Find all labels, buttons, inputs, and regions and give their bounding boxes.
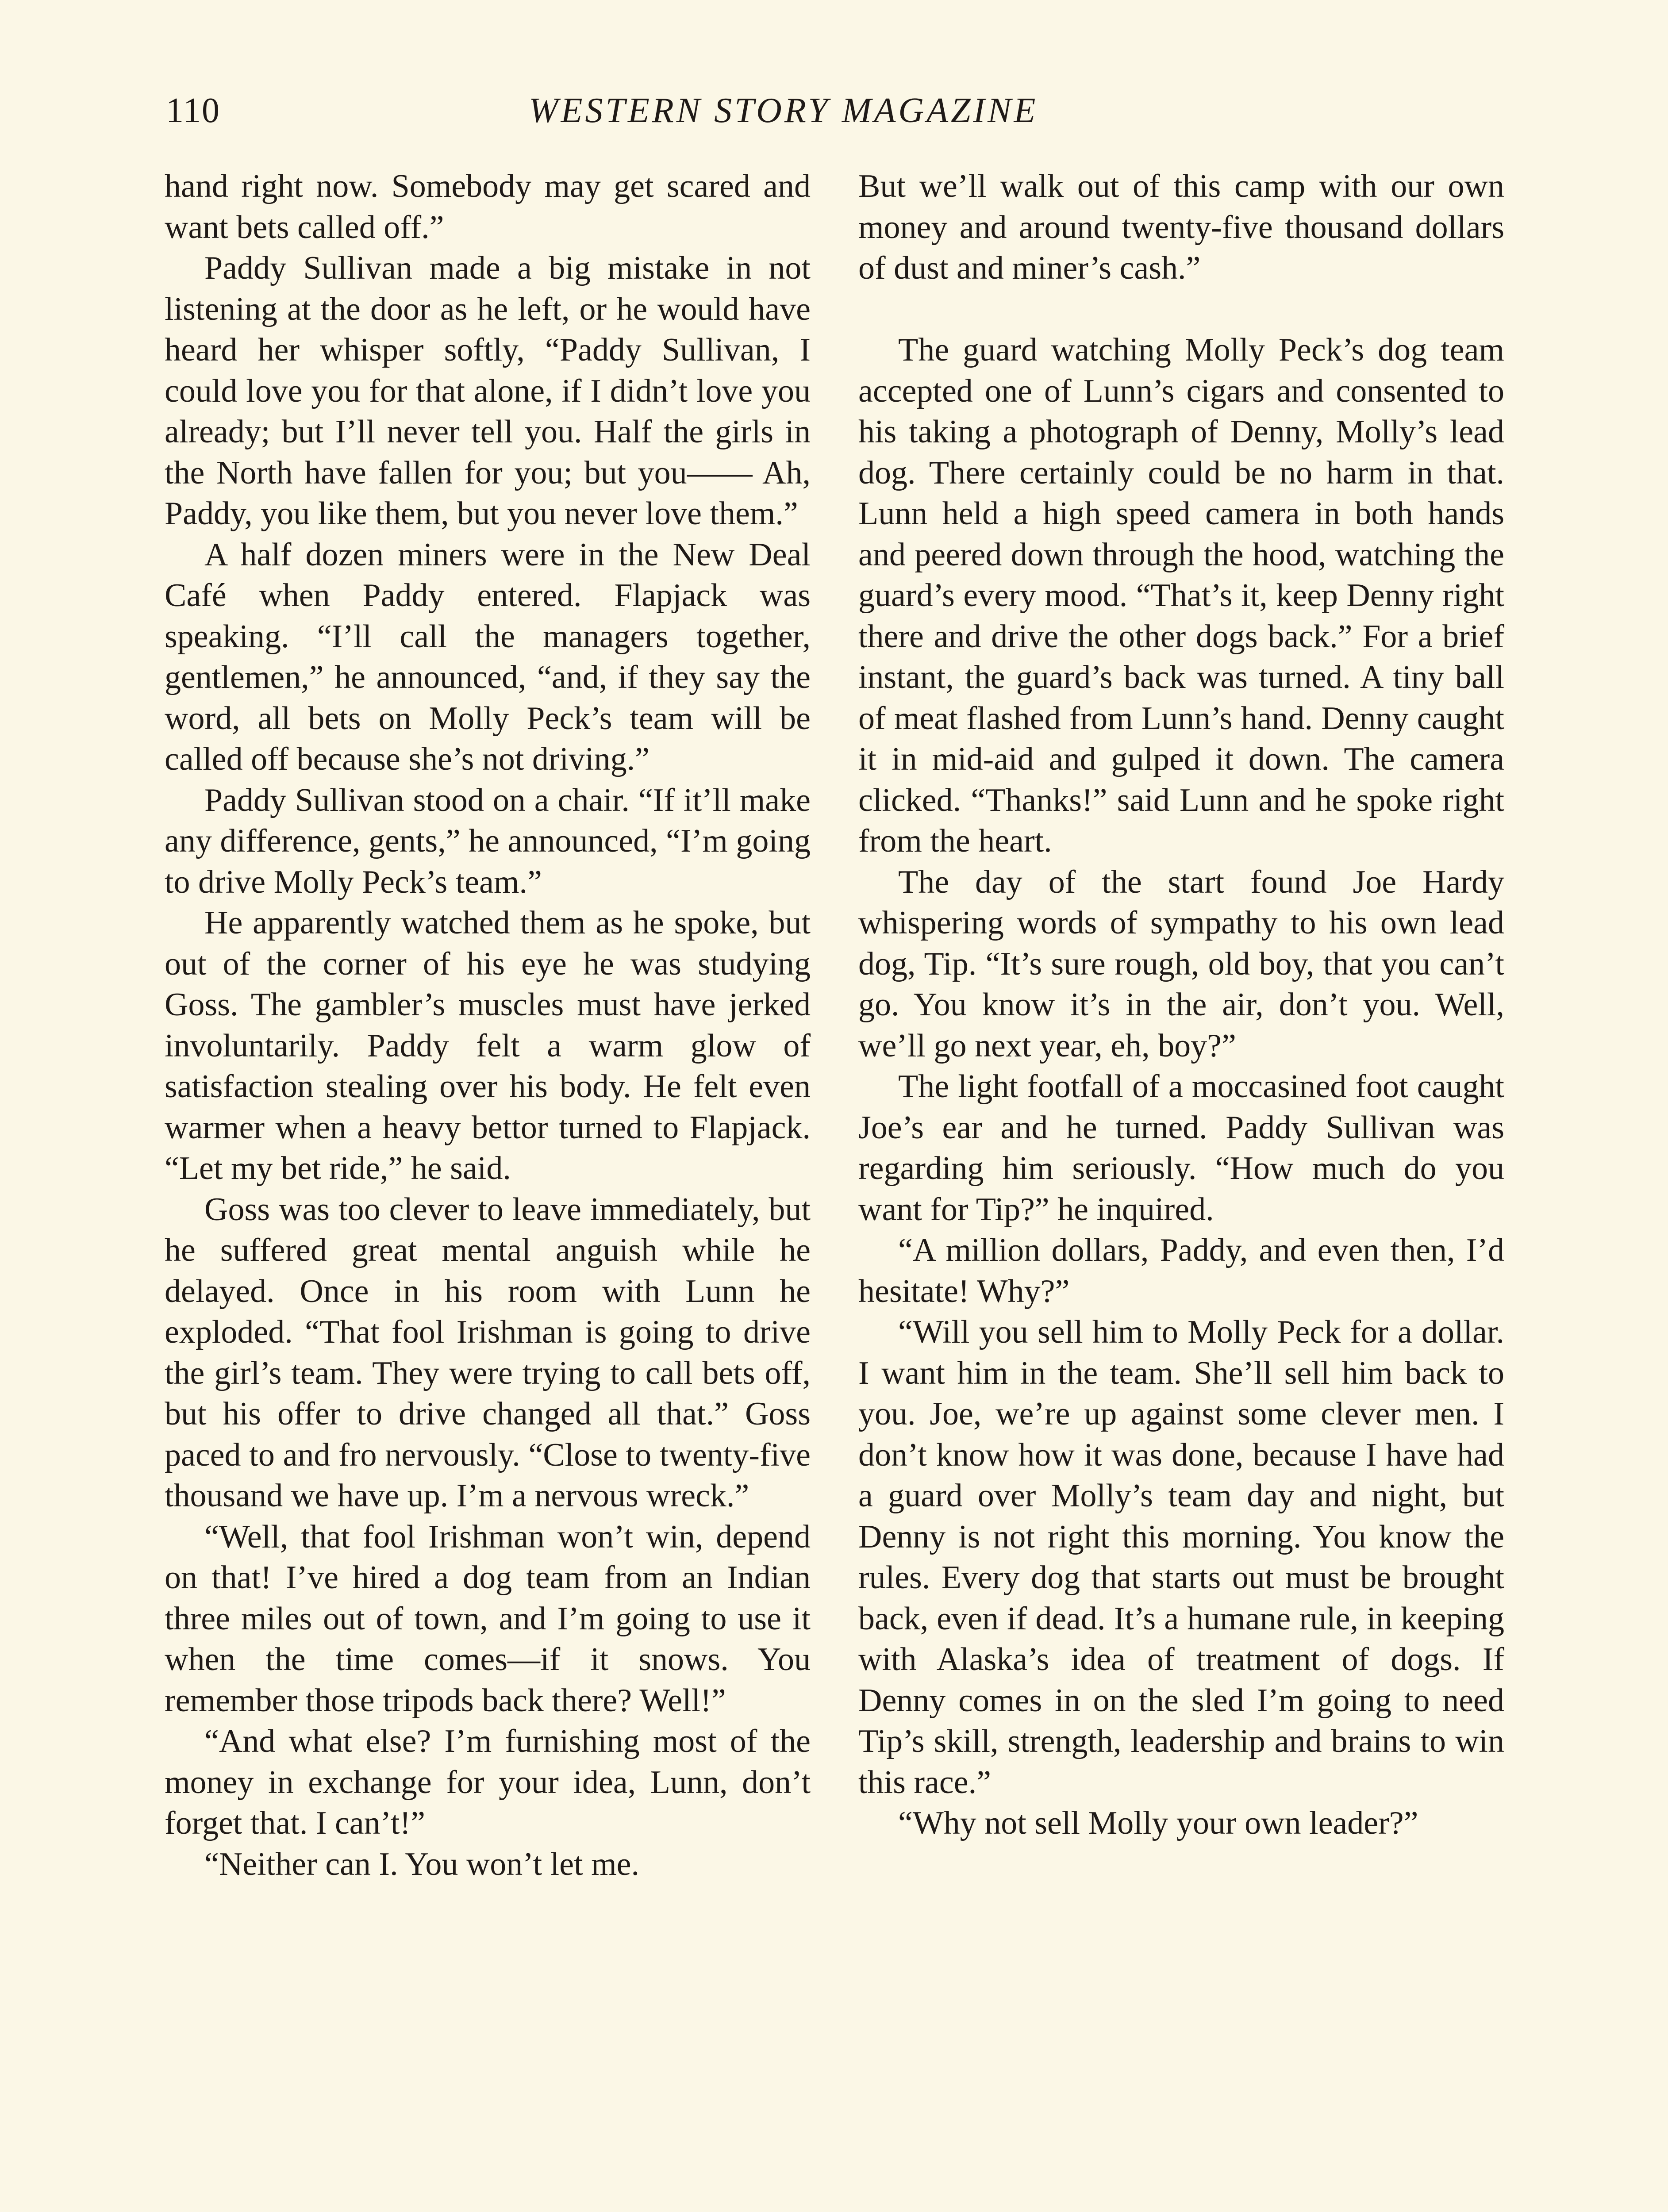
paragraph: Goss was too clever to leave immediately, but he suffered great mental anguish while he delayed. Once in his room with Lunn he exploded. “That fool Irishman is going to drive the girl’s team. They were trying to call bets off, but his offer to drive changed all that.” Goss paced to and fro nervously. “Close to twenty-five thousand we have up. I’m a nervous wreck.” [165, 1191, 811, 1514]
paragraph: “Well, that fool Irishman won’t win, depend on that! I’ve hired a dog team from an Indian three miles out of town, and I’m going to use it when the time comes—if it snows. You remember those tripods back there? Well!” [165, 1518, 811, 1719]
paragraph: “Why not sell Molly your own leader?” [898, 1805, 1418, 1841]
paragraph: “And what else? I’m furnishing most of the money in exchange for your idea, Lunn, don’t forget that. I can’t!” [165, 1723, 811, 1841]
paragraph: “A million dollars, Paddy, and even then, I’d hesitate! Why?” [858, 1232, 1504, 1310]
magazine-title: WESTERN STORY MAGAZINE [529, 91, 1038, 130]
paragraph: The light footfall of a moccasined foot caught Joe’s ear and he turned. Paddy Sullivan was regarding him seriously. “How much do you want for Tip?” he inquired. [858, 1068, 1504, 1228]
right-column [858, 166, 1504, 1844]
paragraph: Paddy Sullivan made a big mistake in not listening at the door as he left, or he would have heard her whisper softly, “Paddy Sullivan, I could love you for that alone, if I didn’t love you already; but I’ll never tell you. Half the girls in the North have fallen for you; but you—— Ah, Paddy, you like them, but you never love them.” [165, 250, 811, 532]
page-number: 110 [166, 91, 221, 130]
page-header [166, 86, 1502, 137]
paragraph: “Will you sell him to Molly Peck for a dollar. I want him in the team. She’ll sell him back to you. Joe, we’re up against some clever men. I don’t know how it was done, because I have had a guard over Molly’s team day and night, but Denny is not right this morning. You know the rules. Every dog that starts out must be brought back, even if dead. It’s a humane rule, in keeping with Alaska’s idea of treatment of dogs. If Denny comes in on the sled I’m going to need Tip’s skill, strength, leadership and brains to win this race.” [858, 1314, 1504, 1801]
paragraph: Paddy Sullivan stood on a chair. “If it’ll make any difference, gents,” he announced, “I’m going to drive Molly Peck’s team.” [165, 782, 811, 900]
left-column [165, 166, 811, 1885]
paragraph: “Neither can I. You won’t let me. [204, 1846, 640, 1882]
paragraph: The day of the start found Joe Hardy whispering words of sympathy to his own lead dog, Tip. “It’s sure rough, old boy, that you can’t go. You know it’s in the air, don’t you. Well, we’ll go next year, eh, boy?” [858, 864, 1504, 1064]
paragraph: A half dozen miners were in the New Deal Café when Paddy entered. Flapjack was speaking. “I’ll call the managers together, gentlemen,” he announced, “and, if they say the word, all bets on Molly Peck’s team will be called off because she’s not driving.” [165, 536, 811, 777]
paragraph: The guard watching Molly Peck’s dog team accepted one of Lunn’s cigars and consented to his taking a photograph of Denny, Molly’s lead dog. There certainly could be no harm in that. Lunn held a high speed camera in both hands and peered down through the hood, watching the guard’s every mood. “That’s it, keep Denny right there and drive the other dogs back.” For a brief instant, the guard’s back was turned. A tiny ball of meat flashed from Lunn’s hand. Denny caught it in mid-aid and gulped it down. The camera clicked. “Thanks!” said Lunn and he spoke right from the heart. [858, 332, 1504, 859]
paragraph: But we’ll walk out of this camp with our own money and around twenty-five thousand dollars of dust and miner’s cash.” [858, 168, 1504, 286]
paragraph: He apparently watched them as he spoke, but out of the corner of his eye he was studying Goss. The gambler’s muscles must have jerked involuntarily. Paddy felt a warm glow of satisfaction stealing over his body. He felt even warmer when a heavy bettor turned to Flapjack. “Let my bet ride,” he said. [165, 905, 811, 1187]
paragraph: hand right now. Somebody may get scared and want bets called off.” [165, 168, 811, 246]
